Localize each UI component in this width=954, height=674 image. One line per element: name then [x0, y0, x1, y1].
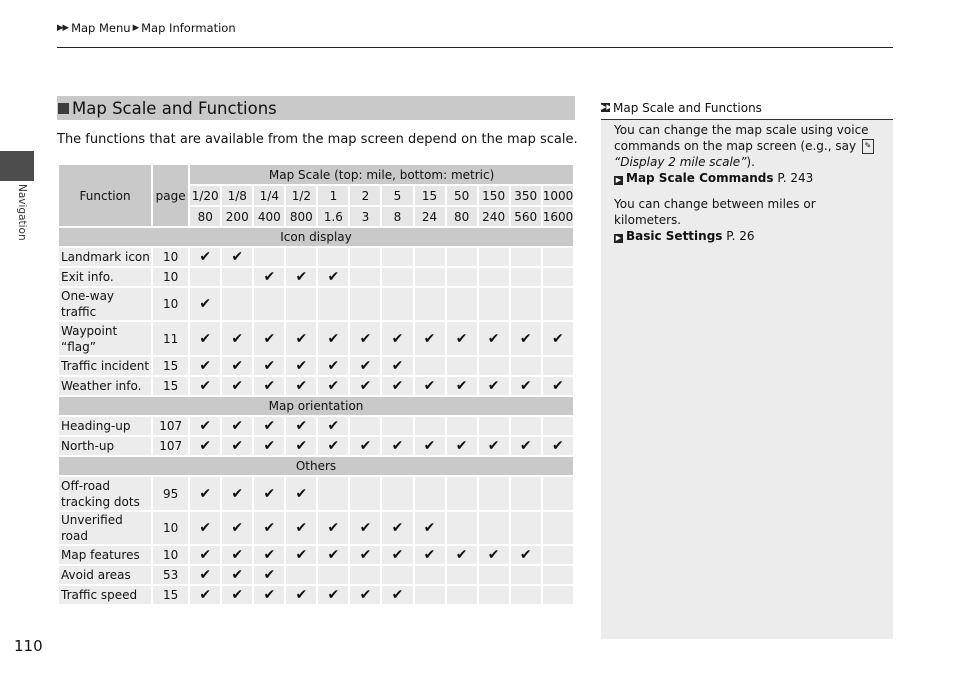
- check-icon: ✔: [349, 376, 381, 396]
- empty-cell: [414, 267, 446, 287]
- empty-cell: [414, 565, 446, 585]
- scale-mile: 1000: [542, 185, 574, 206]
- check-icon: ✔: [189, 247, 221, 267]
- empty-cell: [381, 287, 413, 321]
- check-icon: ✔: [414, 545, 446, 565]
- header-divider: [57, 47, 893, 48]
- check-icon: ✔: [189, 356, 221, 376]
- check-icon: ✔: [253, 545, 285, 565]
- empty-cell: [478, 416, 510, 436]
- check-icon: ✔: [381, 545, 413, 565]
- function-name: Avoid areas: [58, 565, 152, 585]
- scale-mile: 5: [381, 185, 413, 206]
- scale-mile: 1/2: [285, 185, 317, 206]
- empty-cell: [317, 247, 349, 267]
- check-icon: ✔: [285, 416, 317, 436]
- check-icon: ✔: [285, 585, 317, 605]
- breadcrumb: [57, 21, 236, 35]
- table-row: [58, 585, 574, 605]
- check-icon: ✔: [317, 416, 349, 436]
- check-icon: ✔: [317, 436, 349, 456]
- scale-mile: 1/4: [253, 185, 285, 206]
- check-icon: ✔: [381, 511, 413, 545]
- empty-cell: [381, 565, 413, 585]
- page-ref: 107: [152, 416, 189, 436]
- link-map-scale-commands[interactable]: [614, 170, 880, 186]
- link-basic-settings[interactable]: [614, 228, 880, 244]
- function-header: Function: [58, 164, 152, 227]
- table-row: [58, 287, 574, 321]
- page-ref: 10: [152, 545, 189, 565]
- check-icon: ✔: [414, 321, 446, 356]
- empty-cell: [446, 416, 478, 436]
- empty-cell: [542, 416, 574, 436]
- empty-cell: [414, 416, 446, 436]
- empty-cell: [510, 511, 542, 545]
- empty-cell: [317, 287, 349, 321]
- table-row: [58, 511, 574, 545]
- check-icon: ✔: [253, 267, 285, 287]
- check-icon: ✔: [317, 267, 349, 287]
- link-label[interactable]: Basic Settings: [626, 229, 723, 243]
- empty-cell: [349, 476, 381, 511]
- function-name: Traffic incident: [58, 356, 152, 376]
- check-icon: ✔: [349, 356, 381, 376]
- empty-cell: [542, 565, 574, 585]
- check-icon: ✔: [446, 545, 478, 565]
- empty-cell: [542, 545, 574, 565]
- empty-cell: [381, 416, 413, 436]
- scale-mile: 15: [414, 185, 446, 206]
- voice-end: ).: [746, 155, 755, 169]
- check-icon: ✔: [189, 416, 221, 436]
- check-icon: ✔: [381, 376, 413, 396]
- check-icon: ✔: [349, 321, 381, 356]
- scale-mile: 1/20: [189, 185, 221, 206]
- empty-cell: [285, 565, 317, 585]
- empty-cell: [446, 247, 478, 267]
- check-icon: ✔: [478, 545, 510, 565]
- function-name: Off-road tracking dots: [58, 476, 152, 511]
- empty-cell: [189, 267, 221, 287]
- empty-cell: [221, 267, 253, 287]
- empty-cell: [414, 247, 446, 267]
- map-scale-header: Map Scale (top: mile, bottom: metric): [189, 164, 574, 185]
- check-icon: ✔: [253, 565, 285, 585]
- breadcrumb-map-menu[interactable]: Map Menu: [71, 21, 131, 35]
- check-icon: ✔: [510, 436, 542, 456]
- empty-cell: [478, 287, 510, 321]
- section-header: [57, 96, 575, 120]
- check-icon: ✔: [253, 321, 285, 356]
- empty-cell: [317, 476, 349, 511]
- empty-cell: [510, 476, 542, 511]
- check-icon: ✔: [253, 436, 285, 456]
- check-icon: ✔: [542, 321, 574, 356]
- check-icon: ✔: [189, 436, 221, 456]
- check-icon: ✔: [349, 436, 381, 456]
- check-icon: ✔: [381, 321, 413, 356]
- table-row: [58, 436, 574, 456]
- empty-cell: [253, 287, 285, 321]
- empty-cell: [478, 585, 510, 605]
- empty-cell: [446, 565, 478, 585]
- square-bullet-icon: [58, 103, 69, 114]
- scale-metric: 80: [189, 206, 221, 227]
- function-name: Landmark icon: [58, 247, 152, 267]
- empty-cell: [542, 287, 574, 321]
- table-row: [58, 476, 574, 511]
- check-icon: ✔: [478, 376, 510, 396]
- scale-metric: 1600: [542, 206, 574, 227]
- check-icon: ✔: [189, 545, 221, 565]
- empty-cell: [221, 287, 253, 321]
- function-name: Unverified road: [58, 511, 152, 545]
- check-icon: ✔: [510, 376, 542, 396]
- check-icon: ✔: [381, 585, 413, 605]
- check-icon: ✔: [349, 511, 381, 545]
- chapter-label: Navigation: [16, 184, 28, 241]
- empty-cell: [381, 267, 413, 287]
- check-icon: ✔: [285, 321, 317, 356]
- empty-cell: [510, 585, 542, 605]
- scale-metric: 1.6: [317, 206, 349, 227]
- page-number: 110: [14, 637, 43, 655]
- link-arrow-icon: ▶: [615, 176, 622, 184]
- scale-metric: 8: [381, 206, 413, 227]
- check-icon: ✔: [221, 545, 253, 565]
- empty-cell: [446, 356, 478, 376]
- category-header: Map orientation: [58, 396, 574, 416]
- scale-metric: 200: [221, 206, 253, 227]
- check-icon: ✔: [542, 376, 574, 396]
- check-icon: ✔: [189, 565, 221, 585]
- function-name: Waypoint “flag”: [58, 321, 152, 356]
- table-row: [58, 376, 574, 396]
- section-title: Map Scale and Functions: [72, 98, 277, 118]
- empty-cell: [542, 356, 574, 376]
- check-icon: ✔: [189, 321, 221, 356]
- scale-metric: 240: [478, 206, 510, 227]
- link-page: P. 26: [726, 229, 755, 243]
- side-panel-header: [601, 96, 893, 120]
- check-icon: ✔: [189, 476, 221, 511]
- chapter-tab[interactable]: [0, 151, 34, 181]
- empty-cell: [446, 267, 478, 287]
- check-icon: ✔: [285, 511, 317, 545]
- check-icon: ✔: [349, 585, 381, 605]
- empty-cell: [510, 565, 542, 585]
- check-icon: ✔: [510, 545, 542, 565]
- check-icon: ✔: [414, 511, 446, 545]
- reference-icon: ▶▶: [601, 103, 612, 111]
- check-icon: ✔: [317, 356, 349, 376]
- page-ref: 95: [152, 476, 189, 511]
- check-icon: ✔: [285, 376, 317, 396]
- empty-cell: [510, 287, 542, 321]
- empty-cell: [446, 585, 478, 605]
- scale-metric: 560: [510, 206, 542, 227]
- side-panel-body: [614, 122, 880, 244]
- check-icon: ✔: [317, 545, 349, 565]
- arrow-icon: ▶: [132, 23, 139, 33]
- empty-cell: [446, 287, 478, 321]
- link-label[interactable]: Map Scale Commands: [626, 171, 774, 185]
- empty-cell: [542, 585, 574, 605]
- empty-cell: [542, 267, 574, 287]
- empty-cell: [381, 476, 413, 511]
- function-name: Heading-up: [58, 416, 152, 436]
- empty-cell: [478, 267, 510, 287]
- check-icon: ✔: [317, 585, 349, 605]
- double-arrow-icon: ▶▶: [57, 23, 69, 33]
- check-icon: ✔: [221, 247, 253, 267]
- empty-cell: [478, 356, 510, 376]
- side-panel-title: Map Scale and Functions: [613, 100, 762, 115]
- function-name: One-way traffic: [58, 287, 152, 321]
- check-icon: ✔: [478, 321, 510, 356]
- empty-cell: [349, 267, 381, 287]
- check-icon: ✔: [285, 545, 317, 565]
- empty-cell: [349, 287, 381, 321]
- empty-cell: [414, 287, 446, 321]
- check-icon: ✔: [253, 376, 285, 396]
- check-icon: ✔: [221, 511, 253, 545]
- function-name: Exit info.: [58, 267, 152, 287]
- empty-cell: [478, 565, 510, 585]
- link-page: P. 243: [777, 171, 814, 185]
- empty-cell: [285, 247, 317, 267]
- empty-cell: [510, 416, 542, 436]
- empty-cell: [542, 476, 574, 511]
- page-ref: 107: [152, 436, 189, 456]
- table-row: [58, 416, 574, 436]
- voice-text: You can change the map scale using voice commands on the map screen (e.g., say: [614, 123, 869, 153]
- empty-cell: [446, 476, 478, 511]
- check-icon: ✔: [221, 321, 253, 356]
- page-ref: 15: [152, 356, 189, 376]
- check-icon: ✔: [317, 376, 349, 396]
- function-name: Weather info.: [58, 376, 152, 396]
- intro-text: The functions that are available from the map screen depend on the map scale.: [57, 132, 578, 147]
- check-icon: ✔: [510, 321, 542, 356]
- page-ref: 53: [152, 565, 189, 585]
- voice-command-icon: ✎: [862, 139, 874, 154]
- check-icon: ✔: [253, 476, 285, 511]
- table-row: [58, 247, 574, 267]
- page-ref: 10: [152, 287, 189, 321]
- check-icon: ✔: [285, 356, 317, 376]
- empty-cell: [381, 247, 413, 267]
- page-ref: 15: [152, 376, 189, 396]
- breadcrumb-map-information[interactable]: Map Information: [141, 21, 236, 35]
- page-ref: 10: [152, 267, 189, 287]
- scale-metric: 80: [446, 206, 478, 227]
- empty-cell: [478, 476, 510, 511]
- empty-cell: [285, 287, 317, 321]
- check-icon: ✔: [446, 436, 478, 456]
- check-icon: ✔: [478, 436, 510, 456]
- scale-mile: 2: [349, 185, 381, 206]
- page-ref: 15: [152, 585, 189, 605]
- check-icon: ✔: [253, 416, 285, 436]
- table-row: [58, 321, 574, 356]
- table-row: [58, 565, 574, 585]
- check-icon: ✔: [189, 585, 221, 605]
- check-icon: ✔: [414, 436, 446, 456]
- check-icon: ✔: [253, 356, 285, 376]
- empty-cell: [317, 565, 349, 585]
- check-icon: ✔: [221, 356, 253, 376]
- scale-mile: 50: [446, 185, 478, 206]
- check-icon: ✔: [317, 511, 349, 545]
- check-icon: ✔: [189, 287, 221, 321]
- scale-mile: 1/8: [221, 185, 253, 206]
- scale-mile: 350: [510, 185, 542, 206]
- check-icon: ✔: [381, 356, 413, 376]
- page-ref: 10: [152, 247, 189, 267]
- map-scale-table: [57, 163, 575, 606]
- scale-mile: 1: [317, 185, 349, 206]
- empty-cell: [542, 511, 574, 545]
- empty-cell: [510, 356, 542, 376]
- check-icon: ✔: [221, 476, 253, 511]
- function-name: North-up: [58, 436, 152, 456]
- table-row: [58, 356, 574, 376]
- check-icon: ✔: [221, 376, 253, 396]
- empty-cell: [414, 476, 446, 511]
- page-ref: 11: [152, 321, 189, 356]
- link-arrow-icon: ▶: [615, 234, 622, 242]
- empty-cell: [253, 247, 285, 267]
- check-icon: ✔: [253, 585, 285, 605]
- empty-cell: [349, 247, 381, 267]
- check-icon: ✔: [221, 565, 253, 585]
- function-name: Traffic speed: [58, 585, 152, 605]
- empty-cell: [414, 356, 446, 376]
- check-icon: ✔: [253, 511, 285, 545]
- empty-cell: [446, 511, 478, 545]
- check-icon: ✔: [446, 321, 478, 356]
- check-icon: ✔: [285, 267, 317, 287]
- check-icon: ✔: [381, 436, 413, 456]
- units-paragraph: You can change between miles or kilometers.: [614, 197, 816, 227]
- check-icon: ✔: [542, 436, 574, 456]
- check-icon: ✔: [221, 585, 253, 605]
- check-icon: ✔: [189, 511, 221, 545]
- empty-cell: [542, 247, 574, 267]
- function-name: Map features: [58, 545, 152, 565]
- check-icon: ✔: [221, 416, 253, 436]
- scale-metric: 3: [349, 206, 381, 227]
- check-icon: ✔: [221, 436, 253, 456]
- category-header: Others: [58, 456, 574, 476]
- empty-cell: [349, 416, 381, 436]
- check-icon: ✔: [285, 436, 317, 456]
- voice-quote: “Display 2 mile scale”: [614, 155, 747, 169]
- category-header: Icon display: [58, 227, 574, 247]
- check-icon: ✔: [317, 321, 349, 356]
- table-row: [58, 267, 574, 287]
- check-icon: ✔: [349, 545, 381, 565]
- voice-paragraph: [614, 122, 880, 170]
- scale-metric: 400: [253, 206, 285, 227]
- empty-cell: [478, 511, 510, 545]
- scale-metric: 800: [285, 206, 317, 227]
- empty-cell: [510, 267, 542, 287]
- check-icon: ✔: [189, 376, 221, 396]
- page-header: page: [152, 164, 189, 227]
- empty-cell: [510, 247, 542, 267]
- check-icon: ✔: [446, 376, 478, 396]
- empty-cell: [349, 565, 381, 585]
- page-ref: 10: [152, 511, 189, 545]
- scale-metric: 24: [414, 206, 446, 227]
- empty-cell: [478, 247, 510, 267]
- scale-mile: 150: [478, 185, 510, 206]
- check-icon: ✔: [285, 476, 317, 511]
- table-row: [58, 545, 574, 565]
- empty-cell: [414, 585, 446, 605]
- check-icon: ✔: [414, 376, 446, 396]
